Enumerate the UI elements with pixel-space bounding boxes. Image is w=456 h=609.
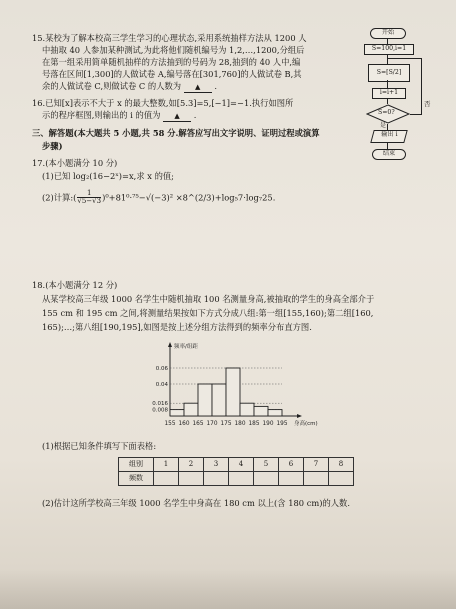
x-axis-label: 身高(cm) (294, 421, 318, 427)
section-3-heading-2: 步骤) (42, 141, 63, 151)
q18-line-1: 从某学校高三年级 1000 名学生中随机抽取 100 名测量身高,被抽取的学生的身高全部介于 (42, 294, 375, 304)
flowchart-condition: S=0? (378, 109, 395, 116)
q15-answer-blank: ▲ (184, 83, 212, 93)
q15-line-2: 中抽取 40 人参加某种测试,为此将他们随机编号为 1,2,…,1200,分组后 (42, 45, 305, 55)
y-axis-label: 频率/组距 (174, 344, 198, 350)
y-tick-label: 0.04 (155, 382, 168, 388)
histogram-bar (170, 410, 184, 416)
table-head-group: 组别 (119, 458, 154, 472)
table-row-groups (119, 458, 354, 472)
q17-part-2: (2)计算:( $\frac{1}{√5-√3}$ )⁰+81⁰·⁷⁵−√(−3)² ×8^(2/3)+log₅7·log₇25. (42, 189, 276, 206)
q18-part-2: (2)估计这所学校高三年级 1000 名学生中身高在 180 cm 以上(含 180 cm)的人数. (42, 498, 350, 508)
table-group-cell: 3 (204, 458, 229, 472)
x-axis-arrow (297, 414, 302, 418)
q17-title: 17.(本小题满分 10 分) (32, 158, 118, 168)
table-frequency-cell[interactable] (254, 472, 279, 486)
flowchart-no-label: 否 (424, 100, 431, 108)
section-3-heading-1: 三、解答题(本大题共 5 小题,共 58 分.解答应写出文字说明、证明过程或演算 (32, 128, 320, 138)
x-tick-label: 160 (178, 421, 190, 427)
flowchart-end: 结束 (372, 149, 406, 160)
x-tick-label: 175 (220, 421, 232, 427)
flowchart-start: 开始 (370, 28, 406, 39)
q15-line-5: 余的人做试卷 C,则做试卷 C 的人数为 ▲ . (42, 81, 218, 91)
table-frequency-cell[interactable] (179, 472, 204, 486)
x-tick-label: 195 (276, 421, 288, 427)
flowchart-init: S=100,i=1 (364, 44, 414, 55)
flowchart-output: 输出 i (370, 130, 407, 143)
histogram-bar (226, 368, 240, 416)
page-shadow (0, 569, 456, 609)
table-frequency-cell[interactable] (279, 472, 304, 486)
q16-line-1: 16.已知[x]表示不大于 x 的最大整数,如[5.3]=5,[−1]=−1.执行如图所 (32, 98, 294, 108)
table-group-cell: 4 (229, 458, 254, 472)
q18-part-1: (1)根据已知条件填写下面表格: (42, 441, 157, 451)
x-tick-label: 190 (262, 421, 274, 427)
histogram-bar (212, 384, 226, 416)
x-tick-label: 185 (248, 421, 260, 427)
table-frequency-cell[interactable] (229, 472, 254, 486)
q15-line-3: 在第一组采用简单随机抽样的方法抽到的号码为 28,抽到的 40 人中,编 (42, 57, 301, 67)
q18-line-2: 155 cm 和 195 cm 之间,将测量结果按如下方式分成八组:第一组[155,160);第二组[160, (42, 308, 374, 318)
histogram-bar (254, 406, 268, 416)
table-frequency-cell[interactable] (154, 472, 179, 486)
table-group-cell: 6 (279, 458, 304, 472)
q15-line-4: 号落在区间[1,300]的人做试卷 A,编号落在[301,760]的人做试卷 B,其 (42, 69, 302, 79)
table-group-cell: 1 (154, 458, 179, 472)
q16-line-2: 示的程序框图,则输出的 i 的值为 ▲ . (42, 110, 197, 120)
histogram-bar (240, 403, 254, 416)
flowchart-yes-label: 是 (380, 122, 387, 129)
y-tick-label: 0.06 (155, 366, 168, 372)
q17-part-1: (1)已知 log₂(16−2ˣ)=x,求 x 的值; (42, 171, 174, 181)
table-frequency-cell[interactable] (204, 472, 229, 486)
table-group-cell: 2 (179, 458, 204, 472)
table-row-frequency (119, 472, 354, 486)
x-tick-label: 180 (234, 421, 246, 427)
q18-line-3: 165);…;第八组[190,195],如图是按上述分组方法得到的频率分布直方图. (42, 322, 312, 332)
table-group-cell: 7 (304, 458, 329, 472)
q18-title: 18.(本小题满分 12 分) (32, 280, 118, 290)
x-tick-label: 165 (192, 421, 204, 427)
table-head-frequency: 频数 (119, 472, 154, 486)
table-frequency-cell[interactable] (304, 472, 329, 486)
x-tick-label: 170 (206, 421, 218, 427)
flowchart-update: S=[S/2] (368, 64, 410, 82)
y-axis-arrow (168, 342, 172, 347)
y-tick-label: 0.008 (152, 407, 168, 414)
table-group-cell: 5 (254, 458, 279, 472)
histogram-bar (268, 410, 282, 416)
q17-fraction: $\frac{1}{√5-√3}$ (77, 189, 102, 206)
table-group-cell: 8 (329, 458, 354, 472)
flowchart-increment: i=i+1 (372, 88, 406, 99)
table-frequency-cell[interactable] (329, 472, 354, 486)
q15-line-1: 15.某校为了解本校高三学生学习的心理状态,采用系统抽样方法从 1200 人 (32, 33, 307, 43)
x-tick-label: 155 (164, 421, 176, 427)
frequency-table (118, 457, 354, 486)
frequency-histogram (136, 340, 326, 432)
y-tick-label: 0.016 (152, 401, 168, 408)
histogram-bar (198, 384, 212, 416)
histogram-bar (184, 403, 198, 416)
q16-answer-blank: ▲ (163, 112, 191, 122)
